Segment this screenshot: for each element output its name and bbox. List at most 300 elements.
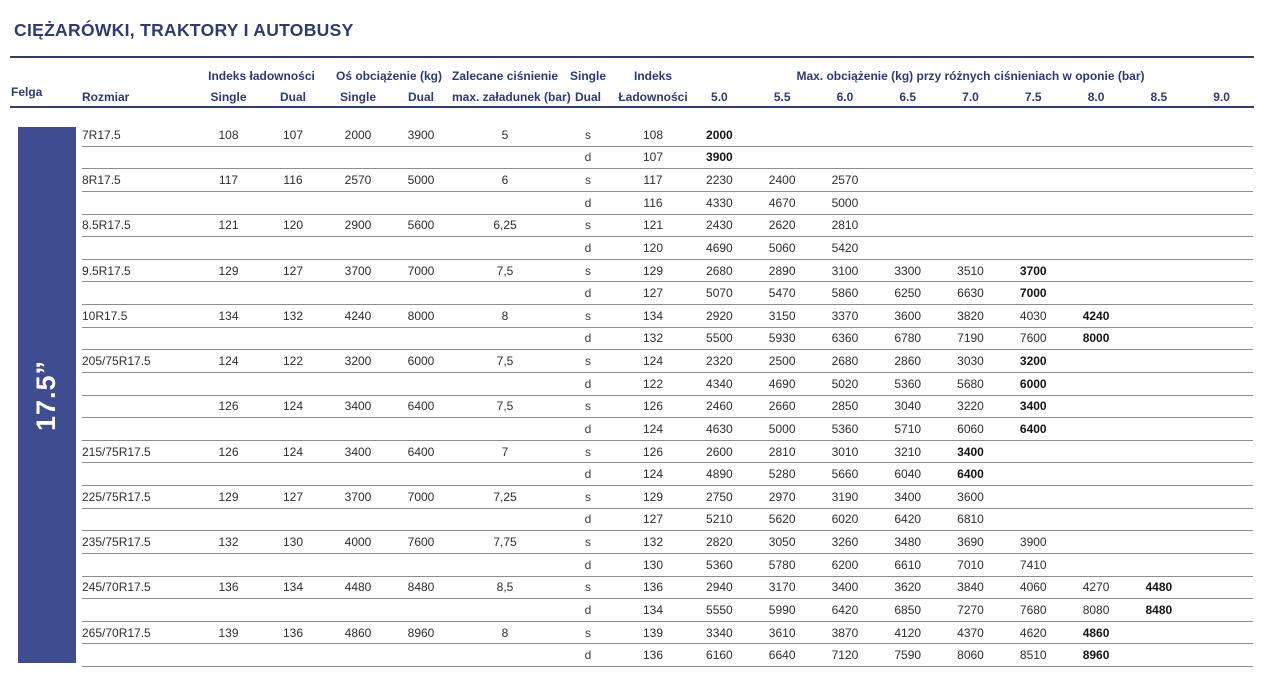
cell-size: 9.5R17.5 bbox=[82, 263, 131, 278]
cell-load-5.5: 2400 bbox=[768, 173, 796, 188]
cell-single-dual: d bbox=[584, 150, 592, 165]
cell-load-7.5: 3200 bbox=[1019, 354, 1047, 369]
cell-idx-single: 132 bbox=[218, 535, 239, 550]
cell-load-7.5: 7000 bbox=[1019, 286, 1047, 301]
table-row bbox=[82, 441, 1253, 464]
cell-load-5.5: 2970 bbox=[768, 489, 796, 504]
cell-idx-dual: 107 bbox=[282, 127, 304, 142]
cell-size: 8R17.5 bbox=[82, 173, 121, 188]
table-row bbox=[82, 237, 1253, 260]
table-row bbox=[82, 644, 1253, 667]
cell-size: 205/75R17.5 bbox=[82, 354, 151, 369]
cell-load-7.0: 3820 bbox=[957, 308, 984, 323]
table-row bbox=[82, 599, 1253, 622]
cell-load-7.5: 4030 bbox=[1019, 308, 1047, 323]
column-header-index-line1: Indeks bbox=[633, 68, 672, 83]
cell-load-8.0: 4270 bbox=[1082, 580, 1110, 595]
cell-load-index: 132 bbox=[642, 331, 664, 346]
cell-single-dual: s bbox=[585, 173, 591, 188]
cell-load-7.5: 6400 bbox=[1019, 421, 1047, 436]
column-header-felga: Felga bbox=[11, 85, 43, 99]
cell-load-6.5: 3210 bbox=[894, 444, 922, 459]
cell-single-dual: s bbox=[585, 625, 591, 640]
cell-load-index: 117 bbox=[643, 173, 663, 188]
cell-idx-dual: 127 bbox=[282, 489, 304, 504]
cell-load-7.0: 3690 bbox=[957, 535, 984, 550]
table-row bbox=[82, 282, 1253, 305]
column-header-pressure-5-0: 5.0 bbox=[711, 89, 728, 104]
cell-idx-dual: 122 bbox=[282, 354, 304, 369]
column-header-pressure-6-5: 6.5 bbox=[899, 89, 917, 104]
table-row bbox=[82, 373, 1253, 396]
cell-idx-single: 121 bbox=[218, 218, 239, 233]
cell-load-index: 139 bbox=[642, 625, 664, 640]
cell-load-8.0: 8080 bbox=[1082, 602, 1110, 617]
cell-load-5.5: 5930 bbox=[768, 331, 796, 346]
cell-load-5.0: 3340 bbox=[706, 625, 733, 640]
cell-rec-pressure: 7 bbox=[501, 444, 509, 459]
cell-size: 8.5R17.5 bbox=[82, 218, 131, 233]
cell-load-6.0: 7120 bbox=[831, 648, 859, 663]
cell-load-6.5: 3300 bbox=[894, 263, 922, 278]
cell-load-index: 107 bbox=[642, 150, 664, 165]
cell-load-6.0: 2850 bbox=[831, 399, 859, 414]
cell-load-7.5: 3700 bbox=[1019, 263, 1047, 278]
table-row bbox=[82, 531, 1253, 554]
column-header-dual: Dual bbox=[574, 89, 601, 104]
cell-load-6.5: 2860 bbox=[894, 354, 922, 369]
cell-idx-single: 134 bbox=[218, 308, 239, 323]
cell-load-8.0: 8000 bbox=[1082, 331, 1110, 346]
cell-load-6.5: 3400 bbox=[894, 489, 922, 504]
cell-single-dual: d bbox=[584, 376, 592, 391]
column-header-axle-single: Single bbox=[339, 89, 376, 104]
table-row bbox=[82, 577, 1253, 600]
cell-load-5.0: 2680 bbox=[706, 263, 733, 278]
cell-load-7.5: 7680 bbox=[1019, 602, 1047, 617]
cell-load-7.5: 4060 bbox=[1019, 580, 1047, 595]
rim-size-label: 17.5” bbox=[31, 359, 62, 431]
cell-load-index: 124 bbox=[642, 421, 664, 436]
cell-load-5.5: 3150 bbox=[768, 308, 796, 323]
column-header-pressure-9-0: 9.0 bbox=[1213, 89, 1230, 104]
cell-size: 265/70R17.5 bbox=[82, 625, 151, 640]
cell-load-index: 126 bbox=[642, 399, 664, 414]
cell-load-6.0: 3870 bbox=[831, 625, 859, 640]
cell-load-5.5: 3610 bbox=[768, 625, 796, 640]
header-divider bbox=[10, 106, 1254, 108]
cell-load-7.5: 8510 bbox=[1019, 648, 1047, 663]
cell-load-5.5: 2810 bbox=[768, 444, 796, 459]
cell-load-6.5: 7590 bbox=[894, 648, 922, 663]
cell-idx-single: 139 bbox=[218, 625, 239, 640]
cell-axle-single: 4860 bbox=[344, 625, 372, 640]
table-row bbox=[82, 192, 1253, 215]
table-row bbox=[82, 169, 1253, 192]
cell-load-index: 124 bbox=[642, 354, 664, 369]
cell-load-5.0: 2940 bbox=[706, 580, 733, 595]
cell-idx-single: 136 bbox=[218, 580, 239, 595]
cell-load-5.5: 5000 bbox=[768, 421, 796, 436]
cell-load-6.0: 6020 bbox=[831, 512, 859, 527]
cell-idx-single: 129 bbox=[218, 263, 239, 278]
cell-single-dual: s bbox=[585, 535, 591, 550]
cell-load-6.0: 5360 bbox=[831, 421, 859, 436]
cell-load-7.0: 3220 bbox=[957, 399, 984, 414]
cell-rec-pressure: 7,75 bbox=[493, 535, 517, 550]
table-row bbox=[82, 509, 1253, 532]
cell-load-5.0: 5360 bbox=[706, 557, 733, 572]
table-row bbox=[82, 486, 1253, 509]
cell-load-6.0: 3100 bbox=[831, 263, 859, 278]
cell-load-6.0: 5660 bbox=[831, 467, 859, 482]
cell-load-6.0: 2570 bbox=[831, 173, 859, 188]
cell-load-7.0: 7270 bbox=[957, 602, 984, 617]
cell-axle-dual: 5000 bbox=[407, 173, 435, 188]
table-row bbox=[82, 622, 1253, 645]
cell-load-5.5: 5990 bbox=[768, 602, 796, 617]
cell-load-7.0: 6630 bbox=[957, 286, 984, 301]
cell-single-dual: s bbox=[585, 489, 591, 504]
cell-axle-dual: 6400 bbox=[407, 399, 435, 414]
cell-load-6.0: 3400 bbox=[831, 580, 859, 595]
cell-single-dual: d bbox=[584, 557, 592, 572]
cell-load-8.5: 4480 bbox=[1145, 580, 1173, 595]
cell-load-index: 136 bbox=[642, 648, 664, 663]
table-header-row-subs bbox=[82, 83, 1253, 104]
cell-load-7.5: 7600 bbox=[1019, 331, 1047, 346]
cell-load-index: 127 bbox=[642, 512, 664, 527]
cell-idx-dual: 124 bbox=[282, 444, 304, 459]
cell-rec-pressure: 6 bbox=[501, 173, 509, 188]
cell-idx-single: 117 bbox=[218, 173, 239, 188]
cell-rec-pressure: 7,5 bbox=[496, 263, 514, 278]
cell-rec-pressure: 7,25 bbox=[493, 489, 517, 504]
cell-load-6.0: 3370 bbox=[831, 308, 859, 323]
cell-load-6.5: 6250 bbox=[894, 286, 922, 301]
cell-load-5.5: 2660 bbox=[768, 399, 796, 414]
cell-size: 215/75R17.5 bbox=[82, 444, 151, 459]
table-body bbox=[82, 124, 1253, 667]
cell-idx-single: 124 bbox=[218, 354, 239, 369]
cell-idx-dual: 116 bbox=[283, 173, 303, 188]
column-header-index-line2: Ładowności bbox=[618, 89, 688, 104]
column-header-recommended-pressure-line1: Zalecane ciśnienie bbox=[452, 68, 559, 83]
cell-single-dual: d bbox=[584, 331, 592, 346]
cell-axle-single: 3400 bbox=[344, 444, 372, 459]
cell-single-dual: s bbox=[585, 308, 591, 323]
cell-load-6.0: 2680 bbox=[831, 354, 859, 369]
cell-axle-dual: 3900 bbox=[407, 127, 435, 142]
cell-axle-dual: 8000 bbox=[407, 308, 435, 323]
cell-load-5.5: 5780 bbox=[768, 557, 796, 572]
cell-load-5.5: 2620 bbox=[768, 218, 796, 233]
cell-load-5.0: 6160 bbox=[706, 648, 733, 663]
cell-load-7.0: 8060 bbox=[957, 648, 984, 663]
cell-load-index: 129 bbox=[642, 489, 664, 504]
cell-load-7.0: 5680 bbox=[957, 376, 984, 391]
cell-load-7.0: 7010 bbox=[957, 557, 984, 572]
cell-load-6.0: 5020 bbox=[831, 376, 859, 391]
cell-load-index: 124 bbox=[642, 467, 664, 482]
cell-axle-single: 2900 bbox=[344, 218, 372, 233]
cell-axle-dual: 7600 bbox=[407, 535, 435, 550]
cell-idx-single: 126 bbox=[218, 399, 239, 414]
table-row bbox=[82, 305, 1253, 328]
cell-load-7.5: 3900 bbox=[1019, 535, 1047, 550]
cell-single-dual: s bbox=[585, 399, 591, 414]
cell-load-8.0: 4860 bbox=[1082, 625, 1110, 640]
cell-single-dual: d bbox=[584, 602, 592, 617]
cell-single-dual: d bbox=[584, 467, 592, 482]
cell-load-5.0: 5070 bbox=[706, 286, 733, 301]
cell-load-6.5: 5360 bbox=[894, 376, 922, 391]
rim-size-bar bbox=[18, 127, 76, 663]
cell-single-dual: d bbox=[584, 512, 592, 527]
cell-size: 225/75R17.5 bbox=[82, 489, 151, 504]
cell-rec-pressure: 7,5 bbox=[496, 399, 514, 414]
table-row bbox=[82, 215, 1253, 238]
cell-load-8.0: 8960 bbox=[1082, 648, 1110, 663]
cell-single-dual: s bbox=[585, 354, 591, 369]
column-group-load-index: Indeks ładowności bbox=[208, 68, 315, 83]
cell-axle-dual: 7000 bbox=[407, 489, 435, 504]
cell-idx-dual: 120 bbox=[282, 218, 304, 233]
cell-single-dual: s bbox=[585, 218, 591, 233]
table-row bbox=[82, 124, 1253, 147]
cell-load-6.0: 3190 bbox=[831, 489, 859, 504]
cell-single-dual: d bbox=[584, 286, 592, 301]
column-group-axle-load: Oś obciążenie (kg) bbox=[335, 68, 443, 83]
cell-load-index: 129 bbox=[642, 263, 664, 278]
cell-single-dual: d bbox=[584, 648, 592, 663]
cell-rec-pressure: 8 bbox=[501, 625, 509, 640]
column-header-idx-dual: Dual bbox=[279, 89, 306, 104]
cell-load-6.5: 6420 bbox=[894, 512, 922, 527]
column-header-axle-dual: Dual bbox=[407, 89, 434, 104]
cell-load-5.0: 2820 bbox=[706, 535, 733, 550]
cell-load-index: 116 bbox=[643, 195, 663, 210]
cell-size: 245/70R17.5 bbox=[82, 580, 151, 595]
cell-load-5.0: 2000 bbox=[706, 127, 733, 142]
cell-load-5.5: 5470 bbox=[768, 286, 796, 301]
cell-load-5.0: 2750 bbox=[706, 489, 733, 504]
cell-load-index: 122 bbox=[642, 376, 664, 391]
table-row bbox=[82, 418, 1253, 441]
cell-load-5.0: 5210 bbox=[706, 512, 733, 527]
cell-idx-dual: 136 bbox=[282, 625, 304, 640]
column-header-idx-single: Single bbox=[210, 89, 247, 104]
cell-load-7.0: 6810 bbox=[957, 512, 984, 527]
cell-load-5.0: 5500 bbox=[706, 331, 733, 346]
column-header-pressure-5-5: 5.5 bbox=[773, 89, 791, 104]
cell-rec-pressure: 8 bbox=[501, 308, 509, 323]
cell-load-5.5: 3050 bbox=[768, 535, 796, 550]
cell-load-6.5: 6040 bbox=[894, 467, 922, 482]
cell-axle-dual: 8480 bbox=[407, 580, 435, 595]
cell-load-5.5: 4670 bbox=[768, 195, 796, 210]
cell-load-7.0: 3030 bbox=[957, 354, 984, 369]
cell-axle-dual: 6400 bbox=[407, 444, 435, 459]
column-header-pressure-8-5: 8.5 bbox=[1150, 89, 1168, 104]
cell-axle-single: 3400 bbox=[344, 399, 372, 414]
cell-load-5.5: 2500 bbox=[768, 354, 796, 369]
cell-load-5.0: 5550 bbox=[706, 602, 733, 617]
cell-idx-dual: 124 bbox=[282, 399, 304, 414]
cell-load-5.0: 4330 bbox=[706, 195, 733, 210]
table-row bbox=[82, 554, 1253, 577]
cell-axle-single: 4240 bbox=[344, 308, 372, 323]
cell-size: 10R17.5 bbox=[82, 308, 128, 323]
cell-idx-dual: 134 bbox=[282, 580, 304, 595]
cell-load-6.5: 3040 bbox=[894, 399, 922, 414]
cell-axle-single: 4000 bbox=[344, 535, 372, 550]
cell-load-5.5: 5280 bbox=[768, 467, 796, 482]
cell-load-5.0: 2430 bbox=[706, 218, 733, 233]
cell-load-6.0: 5000 bbox=[831, 195, 859, 210]
cell-load-index: 132 bbox=[642, 535, 664, 550]
column-header-pressure-7-0: 7.0 bbox=[962, 89, 979, 104]
cell-load-8.5: 8480 bbox=[1145, 602, 1173, 617]
cell-single-dual: d bbox=[584, 240, 592, 255]
column-group-max-load: Max. obciążenie (kg) przy różnych ciśnieniach w oponie (bar) bbox=[796, 68, 1145, 83]
cell-axle-single: 3700 bbox=[344, 489, 372, 504]
cell-rec-pressure: 8,5 bbox=[496, 580, 514, 595]
table-row bbox=[82, 463, 1253, 486]
column-header-single: Single bbox=[569, 68, 606, 83]
cell-size: 7R17.5 bbox=[82, 127, 121, 142]
cell-load-7.5: 7410 bbox=[1019, 557, 1047, 572]
cell-load-7.0: 6400 bbox=[957, 467, 984, 482]
cell-load-5.0: 4890 bbox=[706, 467, 733, 482]
cell-load-6.0: 6420 bbox=[831, 602, 859, 617]
cell-axle-dual: 7000 bbox=[407, 263, 435, 278]
cell-load-7.0: 3400 bbox=[957, 444, 984, 459]
cell-load-8.0: 4240 bbox=[1082, 308, 1110, 323]
cell-idx-single: 129 bbox=[218, 489, 239, 504]
column-header-pressure-7-5: 7.5 bbox=[1024, 89, 1042, 104]
cell-axle-single: 2000 bbox=[344, 127, 372, 142]
cell-single-dual: s bbox=[585, 263, 591, 278]
cell-load-5.0: 2600 bbox=[706, 444, 733, 459]
page-title: CIĘŻARÓWKI, TRAKTORY I AUTOBUSY bbox=[14, 20, 354, 40]
cell-load-index: 108 bbox=[642, 127, 664, 142]
cell-load-5.0: 2320 bbox=[706, 354, 733, 369]
cell-load-index: 126 bbox=[642, 444, 664, 459]
cell-load-index: 120 bbox=[642, 240, 664, 255]
cell-load-7.0: 3510 bbox=[957, 263, 984, 278]
cell-load-5.0: 2460 bbox=[706, 399, 733, 414]
cell-load-index: 130 bbox=[642, 557, 664, 572]
cell-load-6.0: 5420 bbox=[831, 240, 859, 255]
table-row bbox=[82, 328, 1253, 351]
table-header bbox=[82, 62, 1253, 104]
table-row bbox=[82, 147, 1253, 170]
cell-load-7.0: 6060 bbox=[957, 421, 984, 436]
cell-load-index: 127 bbox=[642, 286, 664, 301]
cell-load-6.5: 4120 bbox=[894, 625, 922, 640]
table-row bbox=[82, 350, 1253, 373]
cell-single-dual: d bbox=[584, 195, 592, 210]
table-row bbox=[82, 260, 1253, 283]
column-header-pressure-6-0: 6.0 bbox=[836, 89, 854, 104]
cell-single-dual: s bbox=[585, 444, 591, 459]
cell-load-6.5: 6850 bbox=[894, 602, 922, 617]
cell-load-6.5: 3480 bbox=[894, 535, 922, 550]
cell-idx-dual: 130 bbox=[282, 535, 304, 550]
cell-load-6.0: 3010 bbox=[831, 444, 859, 459]
cell-load-5.0: 4690 bbox=[706, 240, 733, 255]
cell-rec-pressure: 7,5 bbox=[496, 354, 514, 369]
cell-load-7.0: 3600 bbox=[957, 489, 984, 504]
column-header-pressure-8-0: 8.0 bbox=[1087, 89, 1105, 104]
cell-load-6.0: 2810 bbox=[831, 218, 859, 233]
cell-load-5.0: 4630 bbox=[706, 421, 733, 436]
cell-load-7.5: 3400 bbox=[1019, 399, 1047, 414]
cell-load-7.0: 4370 bbox=[957, 625, 984, 640]
cell-load-5.5: 5620 bbox=[768, 512, 796, 527]
cell-single-dual: s bbox=[585, 127, 591, 142]
cell-rec-pressure: 6,25 bbox=[493, 218, 517, 233]
cell-load-6.5: 6780 bbox=[894, 331, 922, 346]
cell-load-5.5: 4690 bbox=[768, 376, 796, 391]
cell-load-5.5: 5060 bbox=[768, 240, 796, 255]
cell-idx-dual: 132 bbox=[282, 308, 304, 323]
cell-axle-single: 3700 bbox=[344, 263, 372, 278]
cell-load-7.0: 7190 bbox=[957, 331, 984, 346]
cell-load-5.5: 6640 bbox=[768, 648, 796, 663]
cell-load-6.0: 6200 bbox=[831, 557, 859, 572]
cell-load-index: 136 bbox=[642, 580, 664, 595]
cell-load-6.5: 3620 bbox=[894, 580, 922, 595]
cell-load-6.0: 5860 bbox=[831, 286, 859, 301]
cell-single-dual: s bbox=[585, 580, 591, 595]
cell-axle-single: 4480 bbox=[344, 580, 372, 595]
cell-load-7.5: 6000 bbox=[1019, 376, 1047, 391]
cell-load-5.5: 2890 bbox=[768, 263, 796, 278]
column-header-recommended-pressure-line2: max. załadunek (bar) bbox=[452, 89, 571, 104]
cell-load-5.0: 4340 bbox=[706, 376, 733, 391]
cell-load-5.0: 3900 bbox=[706, 150, 733, 165]
table-row bbox=[82, 396, 1253, 419]
cell-load-index: 134 bbox=[642, 308, 664, 323]
cell-load-5.0: 2230 bbox=[706, 173, 733, 188]
cell-load-5.5: 3170 bbox=[768, 580, 796, 595]
cell-size: 235/75R17.5 bbox=[82, 535, 151, 550]
cell-load-index: 121 bbox=[642, 218, 664, 233]
cell-load-7.5: 4620 bbox=[1019, 625, 1047, 640]
cell-idx-single: 126 bbox=[218, 444, 239, 459]
column-header-rozmiar: Rozmiar bbox=[82, 89, 130, 104]
cell-axle-dual: 8960 bbox=[407, 625, 435, 640]
table-header-row-groups bbox=[82, 62, 1253, 83]
cell-single-dual: d bbox=[584, 421, 592, 436]
cell-axle-single: 3200 bbox=[344, 354, 372, 369]
cell-load-6.5: 6610 bbox=[894, 557, 922, 572]
cell-load-index: 134 bbox=[642, 602, 664, 617]
cell-idx-single: 108 bbox=[218, 127, 239, 142]
cell-axle-dual: 5600 bbox=[407, 218, 435, 233]
cell-axle-dual: 6000 bbox=[407, 354, 435, 369]
cell-load-7.0: 3840 bbox=[957, 580, 984, 595]
cell-load-6.0: 6360 bbox=[831, 331, 859, 346]
cell-load-6.0: 3260 bbox=[831, 535, 859, 550]
cell-load-5.0: 2920 bbox=[706, 308, 733, 323]
title-divider bbox=[10, 56, 1254, 58]
cell-rec-pressure: 5 bbox=[501, 127, 509, 142]
cell-idx-dual: 127 bbox=[282, 263, 304, 278]
cell-load-6.5: 3600 bbox=[894, 308, 922, 323]
